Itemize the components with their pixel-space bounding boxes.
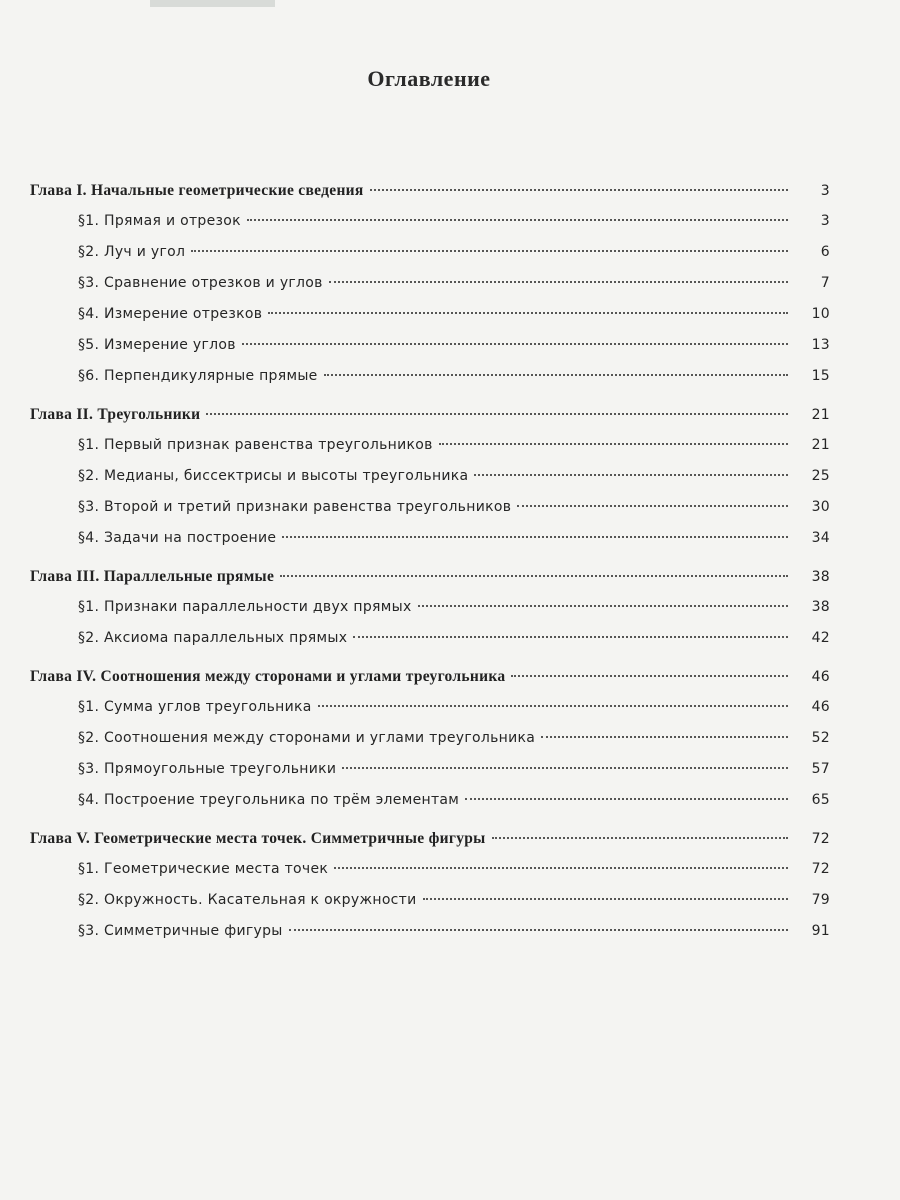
page-number: 38 [811, 599, 830, 615]
dot-leader [324, 374, 788, 376]
section-title: §2. Соотношения между сторонами и углами треугольника [78, 730, 536, 746]
dot-leader [511, 675, 788, 677]
page-number: 21 [811, 407, 830, 423]
page-number: 65 [811, 792, 830, 808]
toc-section-row [30, 699, 830, 730]
page-title: Оглавление [367, 66, 491, 91]
page-number: 30 [811, 499, 830, 515]
section-title: §4. Задачи на построение [78, 530, 277, 546]
dot-leader [206, 413, 788, 415]
dot-leader [492, 837, 788, 839]
dot-leader [541, 736, 788, 738]
section-title: §3. Прямоугольные треугольники [78, 761, 337, 777]
dot-leader [517, 505, 788, 507]
chapter-title: Глава IV. Соотношения между сторонами и углами треугольника [30, 668, 506, 685]
toc-section-row [30, 337, 830, 368]
section-title: §4. Построение треугольника по трём элементам [78, 792, 460, 808]
toc-section-row [30, 368, 830, 399]
dot-leader [418, 605, 788, 607]
page-number: 91 [811, 923, 830, 939]
chapter-title: Глава I. Начальные геометрические сведения [30, 182, 364, 199]
dot-leader [318, 705, 788, 707]
dot-leader [247, 219, 788, 221]
page-number: 25 [811, 468, 830, 484]
toc-section-row [30, 530, 830, 561]
page-number: 10 [811, 306, 830, 322]
page-number: 6 [820, 244, 830, 260]
page-number: 46 [811, 699, 830, 715]
dot-leader [423, 898, 788, 900]
dot-leader [439, 443, 788, 445]
toc-chapter-row [30, 182, 830, 213]
page-number: 34 [811, 530, 830, 546]
section-title: §2. Окружность. Касательная к окружности [78, 892, 417, 908]
table-of-contents [30, 182, 830, 954]
dot-leader [268, 312, 788, 314]
section-title: §4. Измерение отрезков [78, 306, 263, 322]
toc-section-row [30, 861, 830, 892]
page-number: 38 [811, 569, 830, 585]
toc-section-row [30, 730, 830, 761]
section-title: §1. Прямая и отрезок [78, 213, 241, 229]
chapter-title: Глава II. Треугольники [30, 406, 201, 423]
dot-leader [370, 189, 788, 191]
toc-section-row [30, 213, 830, 244]
section-title: §5. Измерение углов [78, 337, 236, 353]
page-number: 7 [820, 275, 830, 291]
section-title: §2. Луч и угол [78, 244, 186, 260]
chapter-title: Глава III. Параллельные прямые [30, 568, 275, 585]
page-number: 21 [811, 437, 830, 453]
toc-section-row [30, 892, 830, 923]
toc-section-row [30, 468, 830, 499]
page-number: 3 [820, 213, 830, 229]
page-number: 72 [811, 861, 830, 877]
toc-section-row [30, 306, 830, 337]
top-edge-mark [150, 0, 275, 7]
section-title: §1. Геометрические места точек [78, 861, 329, 877]
toc-section-row [30, 599, 830, 630]
chapter-title: Глава V. Геометрические места точек. Симметричные фигуры [30, 830, 486, 847]
page-number: 79 [811, 892, 830, 908]
toc-section-row [30, 275, 830, 306]
section-title: §1. Сумма углов треугольника [78, 699, 312, 715]
dot-leader [191, 250, 788, 252]
page-number: 13 [811, 337, 830, 353]
toc-chapter-row [30, 668, 830, 699]
section-title: §1. Признаки параллельности двух прямых [78, 599, 412, 615]
toc-chapter-row [30, 406, 830, 437]
section-title: §3. Сравнение отрезков и углов [78, 275, 323, 291]
toc-chapter-row [30, 568, 830, 599]
toc-section-row [30, 630, 830, 661]
toc-section-row [30, 792, 830, 823]
page-number: 52 [811, 730, 830, 746]
dot-leader [342, 767, 788, 769]
dot-leader [465, 798, 788, 800]
dot-leader [353, 636, 788, 638]
toc-chapter-row [30, 830, 830, 861]
section-title: §6. Перпендикулярные прямые [78, 368, 318, 384]
dot-leader [242, 343, 788, 345]
toc-section-row [30, 761, 830, 792]
section-title: §2. Медианы, биссектрисы и высоты треугольника [78, 468, 469, 484]
page-number: 72 [811, 831, 830, 847]
section-title: §1. Первый признак равенства треугольников [78, 437, 433, 453]
page-number: 57 [811, 761, 830, 777]
toc-section-row [30, 499, 830, 530]
dot-leader [474, 474, 788, 476]
page-number: 3 [820, 183, 830, 199]
section-title: §2. Аксиома параллельных прямых [78, 630, 348, 646]
dot-leader [329, 281, 788, 283]
section-title: §3. Симметричные фигуры [78, 923, 283, 939]
dot-leader [282, 536, 788, 538]
page-number: 15 [811, 368, 830, 384]
toc-section-row [30, 437, 830, 468]
page-number: 42 [811, 630, 830, 646]
toc-section-row [30, 244, 830, 275]
page-number: 46 [811, 669, 830, 685]
toc-section-row [30, 923, 830, 954]
section-title: §3. Второй и третий признаки равенства треугольников [78, 499, 512, 515]
dot-leader [280, 575, 788, 577]
dot-leader [289, 929, 788, 931]
dot-leader [334, 867, 788, 869]
